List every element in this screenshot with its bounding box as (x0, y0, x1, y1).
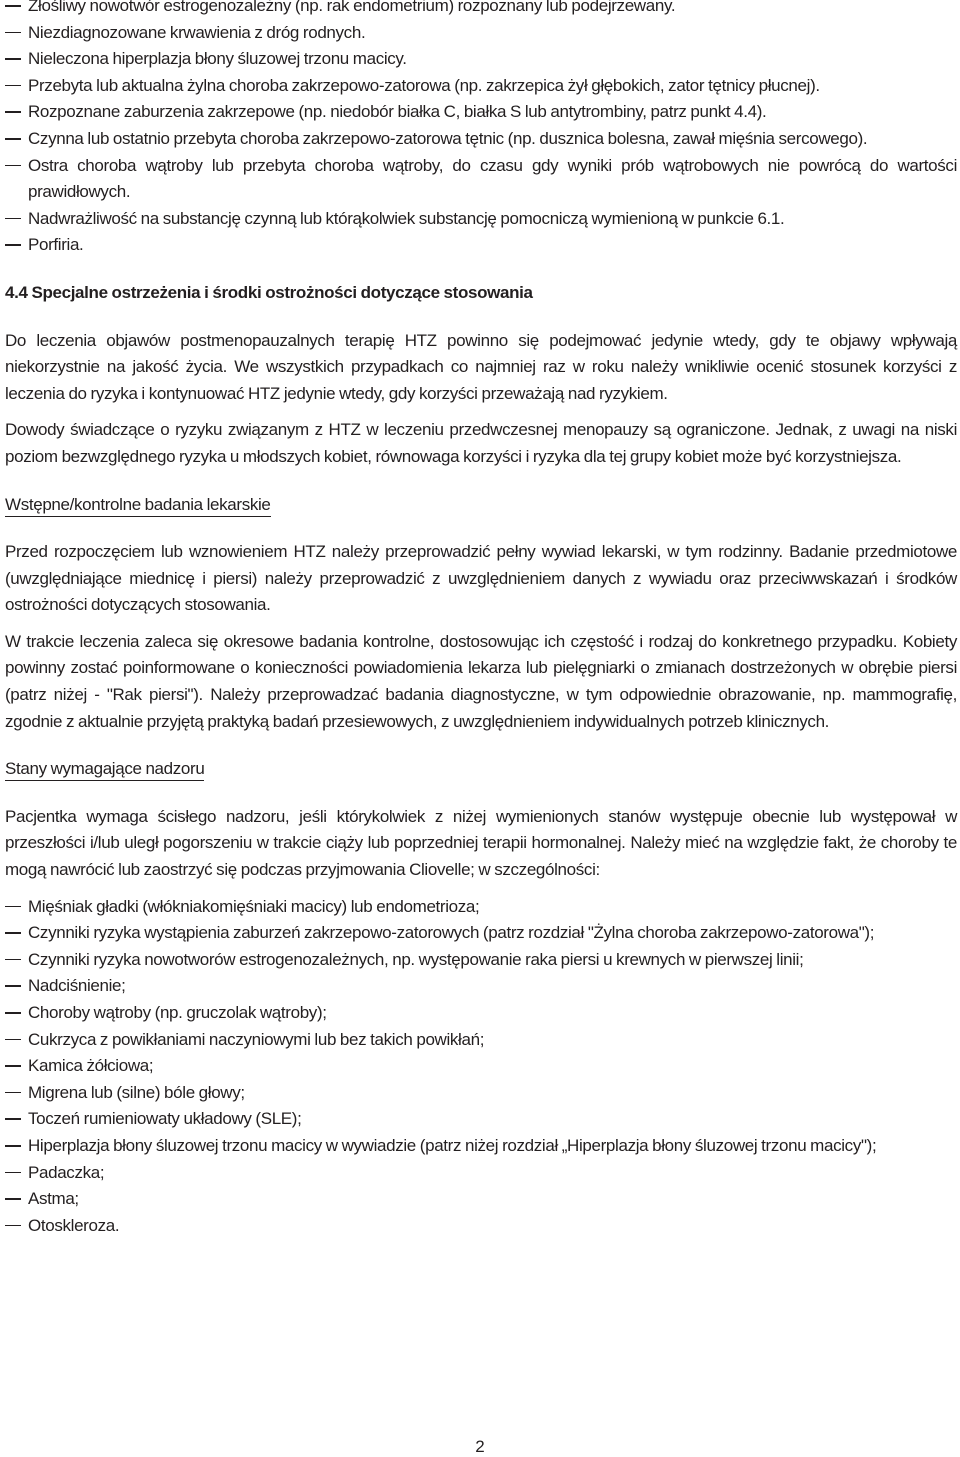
intro-paragraph: Do leczenia objawów postmenopauzalnych terapię HTZ powinno się podejmować jedynie wtedy, gdy te objawy wpływają niekorzystnie na jakość życia. We wszystkich przypadkach co najmniej raz w roku należy wnikliwie ocenić stosunek korzyści z leczenia do ryzyka i kontynuować HTZ jedynie wtedy, gdy korzyści przeważają nad ryzykiem. (5, 330, 957, 403)
subsection-paragraph: W trakcie leczenia zaleca się okresowe badania kontrolne, dostosowując ich częstość i rodzaj do konkretnego przypadku. Kobiety powinny zostać poinformowane o konieczności powiadomienia lekarza lub pielęgniarki o zmianach dostrzeżonych w obrębie piersi (patrz niżej - "Rak piersi"). Należy przeprowadzać badania diagnostyczne, w tym odpowiednie obrazowanie, np. mammografię, zgodnie z aktualnie przyjętą praktyką badań przesiewowych, z uwzględnieniem indywidualnych potrzeb klinicznych. (5, 631, 957, 731)
list-item: Mięśniak gładki (włókniakomięśniaki macicy) lub endometrioza; (5, 894, 957, 921)
list-item: Padaczka; (5, 1160, 957, 1187)
list-item: Kamica żółciowa; (5, 1053, 957, 1080)
list-item: Czynniki ryzyka nowotworów estrogenozależnych, np. występowanie raka piersi u krewnych w pierwszej linii; (5, 947, 957, 974)
document-body (5, 0, 957, 1239)
subsection-paragraph: Przed rozpoczęciem lub wznowieniem HTZ należy przeprowadzić pełny wywiad lekarski, w tym rodzinny. Badanie przedmiotowe (uwzględniające miednicę i piersi) należy przeprowadzić z uwzględnieniem danych z wywiadu oraz przeciwwskazań i środków ostrożności dotyczących stosowania. (5, 542, 957, 615)
list-item: Choroby wątroby (np. gruczolak wątroby); (5, 1000, 957, 1027)
subsection-title (5, 492, 957, 519)
list-item: Ostra choroba wątroby lub przebyta choroba wątroby, do czasu gdy wyniki prób wątrobowych nie powrócą do wartości prawidłowych. (5, 153, 957, 206)
list-item: Przebyta lub aktualna żylna choroba zakrzepowo-zatorowa (np. zakrzepica żył głębokich, zator tętnicy płucnej). (5, 73, 957, 100)
subsection-paragraph: Pacjentka wymaga ścisłego nadzoru, jeśli którykolwiek z niżej wymienionych stanów występuje obecnie lub występował w przeszłości i/lub uległ pogorszeniu w trakcie ciąży lub poprzedniej terapii hormonalnej. Należy mieć na względzie fakt, że choroby te mogą nawrócić lub zaostrzyć się podczas przyjmowania Cliovelle; w szczególności: (5, 806, 957, 880)
list-item: Rozpoznane zaburzenia zakrzepowe (np. niedobór białka C, białka S lub antytrombiny, patrz punkt 4.4). (5, 99, 957, 126)
list-item: Astma; (5, 1186, 957, 1213)
list-item: Migrena lub (silne) bóle głowy; (5, 1080, 957, 1107)
list-item: Cukrzyca z powikłaniami naczyniowymi lub bez takich powikłań; (5, 1027, 957, 1054)
list-item: Czynniki ryzyka wystąpienia zaburzeń zakrzepowo-zatorowych (patrz rozdział "Żylna choroba zakrzepowo-zatorowa"); (5, 920, 957, 947)
list-item: Nadciśnienie; (5, 973, 957, 1000)
list-item: Nieleczona hiperplazja błony śluzowej trzonu macicy. (5, 46, 957, 73)
list-item: Czynna lub ostatnio przebyta choroba zakrzepowo-zatorowa tętnic (np. dusznica bolesna, zawał mięśnia sercowego). (5, 126, 957, 153)
contraindications-list (5, 0, 957, 259)
intro-paragraph: Dowody świadczące o ryzyku związanym z HTZ w leczeniu przedwczesnej menopauzy są ograniczone. Jednak, z uwagi na niski poziom bezwzględnego ryzyka u młodszych kobiet, równowaga korzyści i ryzyka dla tej grupy kobiet może być korzystniejsza. (5, 420, 957, 466)
subsection-title (5, 756, 957, 783)
list-item: Nadwrażliwość na substancję czynną lub którąkolwiek substancję pomocniczą wymienioną w punkcie 6.1. (5, 206, 957, 233)
list-item: Złośliwy nowotwór estrogenozależny (np. rak endometrium) rozpoznany lub podejrzewany. (5, 0, 957, 20)
monitored-conditions-list (5, 894, 957, 1240)
subsection-title-text: Stany wymagające nadzoru (5, 758, 204, 781)
list-item: Niezdiagnozowane krwawienia z dróg rodnych. (5, 20, 957, 47)
subsection-title-text: Wstępne/kontrolne badania lekarskie (5, 494, 271, 517)
list-item: Otoskleroza. (5, 1213, 957, 1240)
section-heading: 4.4 Specjalne ostrzeżenia i środki ostrożności dotyczące stosowania (5, 282, 533, 302)
list-item: Toczeń rumieniowaty układowy (SLE); (5, 1106, 957, 1133)
list-item: Porfiria. (5, 232, 957, 259)
page-number: 2 (475, 1437, 485, 1456)
list-item: Hiperplazja błony śluzowej trzonu macicy w wywiadzie (patrz niżej rozdział „Hiperplazja błony śluzowej trzonu macicy"); (5, 1133, 957, 1160)
